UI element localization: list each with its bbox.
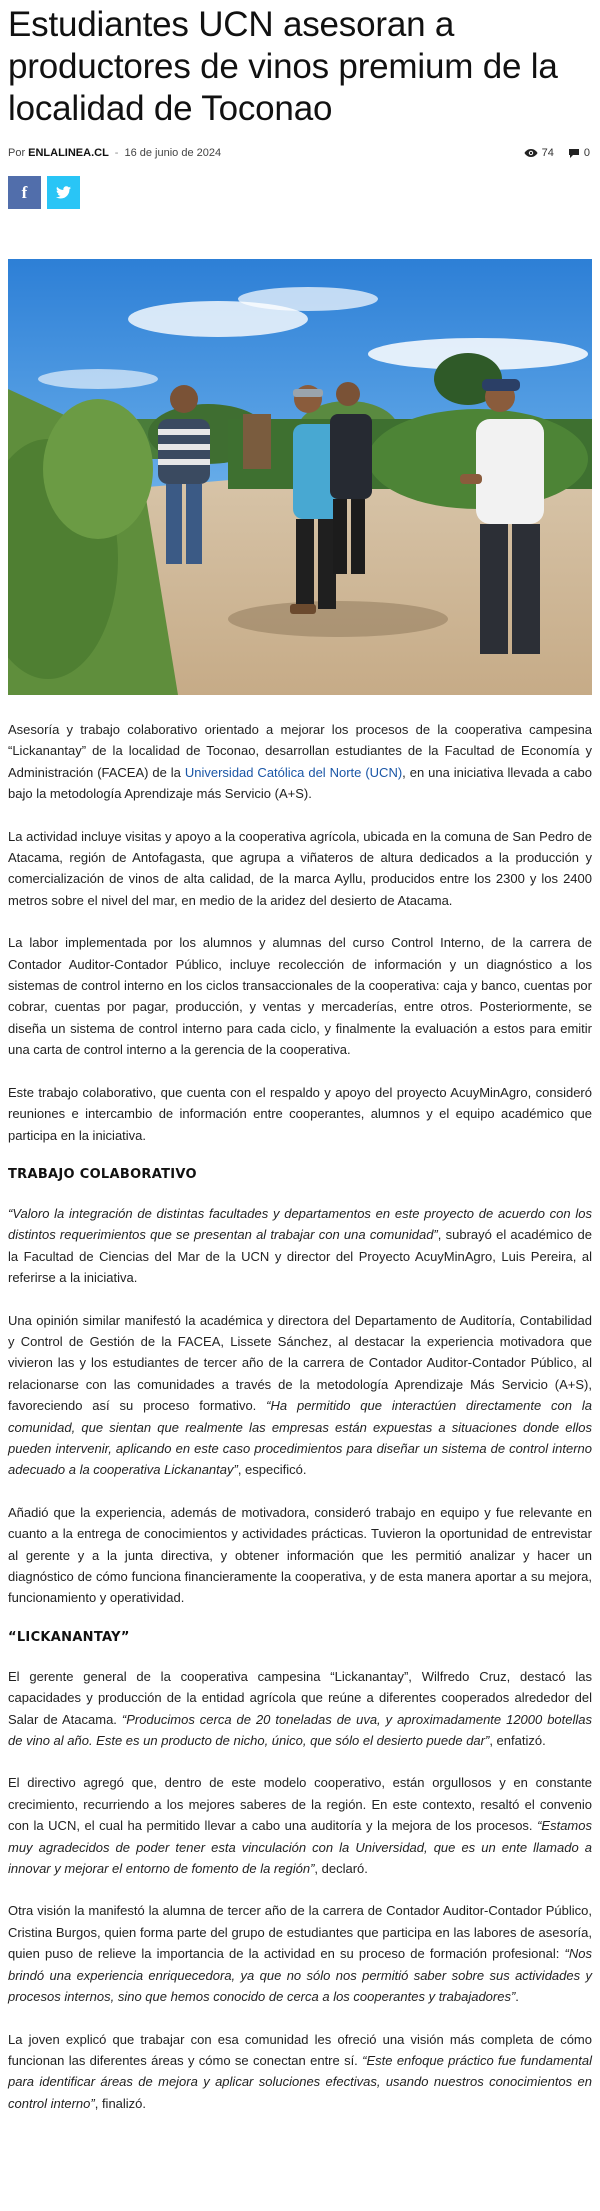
quote-cruz-1: “Producimos cerca de 20 toneladas de uva, y aproximadamente 12000 botellas de vino al año. Este es un producto de nicho, único, que sólo el desierto puede dar” xyxy=(8,1711,592,1749)
p6-text-a: Una opinión similar manifestó la académica y directora del Departamento de Auditoría, Contabilidad y Control de Gestión de la FACEA, Lissete Sánchez, al destacar la experiencia motivadora que vivieron las y los estudiantes de tercer año de la carrera de Contador Auditor-Contador Público, al relacionarse con las comunidades a través de la metodología Aprendizaje Más Servicio (A+S), favoreciendo así su proceso formativo. xyxy=(8,1312,592,1414)
ucn-link[interactable]: Universidad Católica del Norte (UCN) xyxy=(184,764,403,780)
meta-separator: - xyxy=(114,147,119,159)
p9-text-a: El directivo agregó que, dentro de este modelo cooperativo, están orgullosos y en constante crecimiento, recurriendo a los mejores saberes de la región. En este contexto, resaltó el convenio con la UCN, el cual ha permitido llevar a cabo una auditoría y la mejora de los procesos. xyxy=(8,1775,592,1834)
paragraph-8 xyxy=(8,1666,592,1752)
p5-text: , subrayó el académico de la Facultad de Ciencias del Mar de la UCN y director del Proyecto AcuyMinAgro, Luis Pereira, al referirse a la iniciativa. xyxy=(8,1227,592,1286)
facebook-icon: f xyxy=(21,182,28,202)
twitter-icon xyxy=(56,186,71,199)
quote-pereira: “Valoro la integración de distintas facultades y departamentos en este proyecto de acuerdo con los distintos requerimientos que se presentan al trabajar con una comunidad” xyxy=(8,1205,592,1243)
twitter-share-button[interactable] xyxy=(47,176,80,209)
byline-prefix: Por xyxy=(8,147,26,159)
paragraph-10 xyxy=(8,1900,592,2007)
p8-text-a: El gerente general de la cooperativa campesina “Lickanantay”, Wilfredo Cruz, destacó las capacidades y producción de la entidad agrícola que reúne a diferentes cooperados alrededor del Salar de Atacama. xyxy=(8,1668,592,1727)
p10-text-a: Otra visión la manifestó la alumna de tercer año de la carrera de Contador Auditor-Contador Público, Cristina Burgos, quien forma parte del grupo de estudiantes que participa en las labores de asesoría, quien puso de relieve la importancia de la actividad en su proceso de formación profesional: xyxy=(8,1903,592,1962)
article-title: Estudiantes UCN asesoran a productores de vinos premium de la localidad de Toconao xyxy=(8,5,558,128)
share-bar xyxy=(8,176,592,209)
article-meta xyxy=(8,144,592,162)
paragraph-7: Añadió que la experiencia, además de motivadora, consideró trabajo en equipo y fue relevante en cuanto a la entrega de conocimientos y actividades prácticas. Tuvieron la oportunidad de entrevistar al gerente y a la junta directiva, y obtener información que les permitió analizar y hacer un diagnóstico de cómo funciona financieramente la cooperativa, y de esta manera aportar a su mejora, funcionamiento y operatividad. xyxy=(8,1504,592,1606)
p1-text-b: , en una iniciativa llevada a cabo bajo la metodología Aprendizaje más Servicio (A+S). xyxy=(8,764,592,802)
p1-text-a: Asesoría y trabajo colaborativo orientado a mejorar los procesos de la cooperativa campesina “Lickanantay” de la localidad de Toconao, desarrollan estudiantes de la Facultad de Economía y Administración (FACEA) de la xyxy=(8,722,592,780)
paragraph-4: Este trabajo colaborativo, que cuenta con el respaldo y apoyo del proyecto AcuyMinAgro, consideró reuniones e intercambio de información entre cooperantes, alumnos y el equipo académico que participa en la iniciativa. xyxy=(8,1084,592,1143)
paragraph-5 xyxy=(8,1203,592,1289)
p11-text-b: , finalizó. xyxy=(94,2095,147,2111)
paragraph-6 xyxy=(8,1310,592,1481)
article-page xyxy=(0,4,600,2114)
quote-burgos-1: “Nos brindó una experiencia enriquecedora, ya que no sólo nos permitió saber sobre sus actividades y procesos internos, sino que hemos conocido de cerca a los cooperantes y trabajadores” xyxy=(8,1946,592,2005)
subheading-trabajo-colaborativo: TRABAJO COLABORATIVO xyxy=(8,1166,197,1182)
p11-text-a: La joven explicó que trabajar con esa comunidad les ofreció una visión más completa de cómo funcionan las diferentes áreas y cómo se conectan entre sí. xyxy=(8,2031,592,2068)
p6-text-b: , especificó. xyxy=(237,1462,307,1478)
paragraph-9 xyxy=(8,1772,592,1879)
p9-text-b: , declaró. xyxy=(314,1861,368,1877)
paragraph-11 xyxy=(8,2029,592,2115)
article-body xyxy=(8,719,592,2114)
paragraph-3: La labor implementada por los alumnos y alumnas del curso Control Interno, de la carrera de Contador Auditor-Contador Público, incluye recolección de información y un diagnóstico a los sistemas de control interno en los ciclos transaccionales de la cooperativa: caja y banco, cuentas por cobrar, cuentas por pagar, producción, y ventas y mercaderías, entre otros. Posteriormente, se diseña un sistema de control interno para cada ciclo, y finalmente la evaluación a estos para emitir una carta de control interno a la gerencia de la cooperativa. xyxy=(8,935,592,1058)
quote-burgos-2: “Este enfoque práctico fue fundamental para identificar áreas de mejora y aplicar soluciones efectivas, usando nuestros conocimientos en control interno” xyxy=(8,2052,592,2111)
eye-icon xyxy=(524,148,538,158)
comments-stat[interactable] xyxy=(568,147,590,159)
comments-count: 0 xyxy=(583,147,590,159)
quote-cruz-2: “Estamos muy agradecidos de poder tener esta vinculación con la Universidad, que es un ente llamado a innovar y mejorar el entorno de fomento de la región” xyxy=(8,1818,592,1877)
article-stats xyxy=(524,147,590,159)
author-link[interactable]: ENLALINEA.CL xyxy=(28,147,109,159)
paragraph-intro xyxy=(8,719,592,805)
views-count: 74 xyxy=(541,147,554,159)
facebook-share-button[interactable] xyxy=(8,176,41,209)
comment-icon xyxy=(568,148,580,159)
p10-text-b: . xyxy=(515,1989,519,2005)
p8-text-b: , enfatizó. xyxy=(489,1733,546,1749)
quote-sanchez: “Ha permitido que interactúen directamente con la comunidad, que sientan que realmente las empresas están expuestas a situaciones donde ellos pueden intervenir, aplicando en este caso procedimientos para diseñar un sistema de control interno adecuado a la cooperativa Lickanantay” xyxy=(8,1398,592,1478)
hero-image xyxy=(8,259,592,695)
paragraph-2: La actividad incluye visitas y apoyo a la cooperativa agrícola, ubicada en la comuna de San Pedro de Atacama, región de Antofagasta, que agrupa a viñateros de altura dedicados a la producción y comercialización de vinos de alta calidad, de la marca Ayllu, producidos entre los 2300 y los 2400 metros sobre el nivel del mar, en medio de la aridez del desierto de Atacama. xyxy=(8,828,592,908)
subheading-lickanantay: “LICKANANTAY” xyxy=(8,1629,130,1645)
views-stat xyxy=(524,147,554,159)
publish-date: 16 de junio de 2024 xyxy=(124,147,222,159)
